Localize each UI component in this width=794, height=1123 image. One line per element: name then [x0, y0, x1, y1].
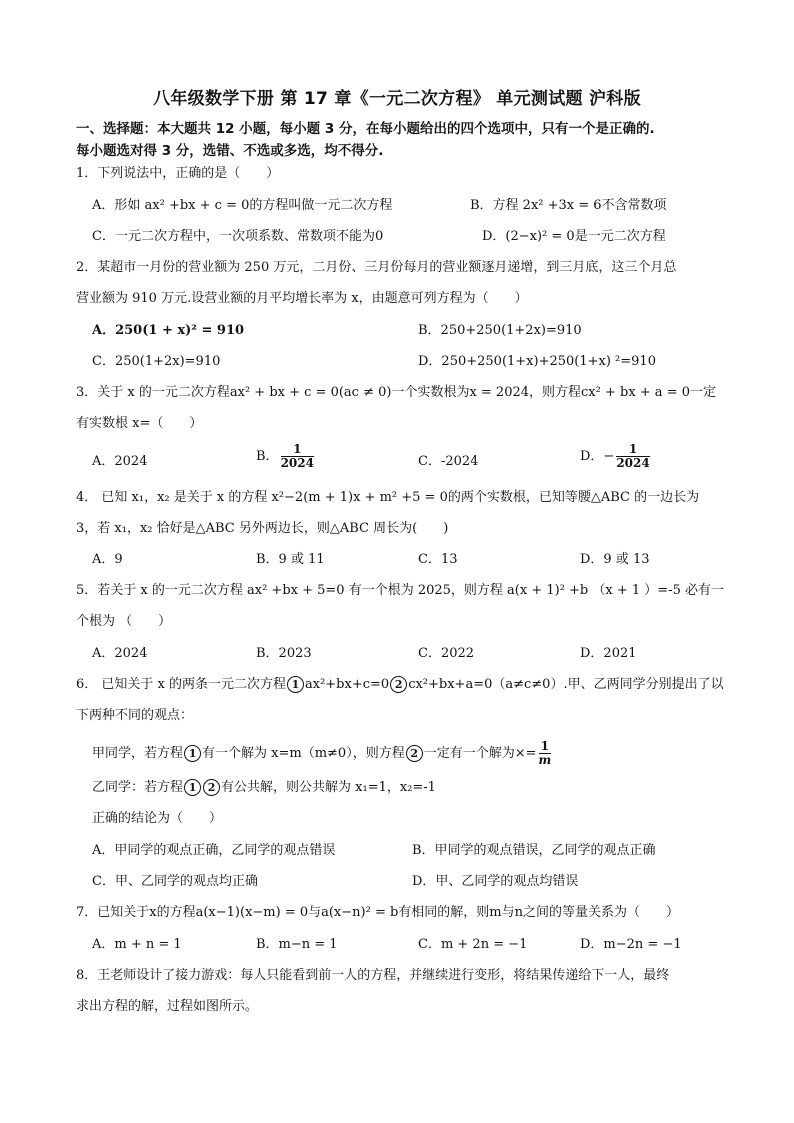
q2-stem-line-1: 2．某超市一月份的营业额为 250 万元，二月份、三月份每月的营业额逐月递增，到三月底，这三个月总	[76, 260, 677, 275]
circled-number-2: 2	[203, 779, 220, 796]
section-heading	[76, 118, 756, 162]
q6-stem-part-b: ax²+bx+c=0	[305, 677, 390, 692]
q8-stem-line-1: 8．王老师设计了接力游戏：每人只能看到前一人的方程，并继续进行变形，将结果传递给下一人，最终	[76, 968, 670, 983]
q6-jia-part-a: 甲同学，若方程	[92, 746, 184, 761]
q6-jia-part-c: 一定有一个解为×=	[423, 746, 537, 761]
q6-option-a: A．甲同学的观点正确，乙同学的观点错误	[92, 843, 336, 858]
circled-number-2: 2	[406, 745, 423, 762]
q6-option-d: D．甲、乙同学的观点均错误	[412, 874, 579, 889]
q3-option-b-numerator: 1	[281, 443, 314, 457]
q5-stem-line-2: 个根为 （ ）	[76, 614, 172, 629]
q6-ask: 正确的结论为（ ）	[92, 811, 223, 826]
q4-stem-line-2: 3，若 x₁，x₂ 恰好是△ABC 另外两边长，则△ABC 周长为( )	[76, 521, 449, 536]
q3-option-c: C．-2024	[418, 454, 479, 469]
q5-option-a: A．2024	[92, 646, 148, 661]
q6-jia-part-b: 有一个解为 x=m（m≠0），则方程	[202, 746, 405, 761]
q5-stem-line-1: 5．若关于 x 的一元二次方程 ax² +bx + 5=0 有一个根为 2025，则方程 a(x + 1)² +b （x + 1 ）=-5 必有一	[76, 583, 724, 598]
q2-option-a: A．250(1 + x)² = 910	[92, 323, 245, 338]
q3-option-d-fraction	[616, 443, 649, 470]
section-heading-line-1: 一、选择题：本大题共 12 小题，每小题 3 分，在每小题给出的四个选项中，只有一个是正确的.	[76, 121, 655, 137]
q6-stem-part-a: 6． 已知关于 x 的两条一元二次方程	[76, 677, 286, 692]
q6-stem-line-1	[76, 675, 724, 695]
q1-stem: 1．下列说法中，正确的是（ ）	[76, 166, 280, 181]
q3-option-a: A．2024	[92, 454, 148, 469]
q6-jia-fraction	[539, 740, 552, 767]
q7-option-c: C．m + 2n = −1	[418, 937, 528, 952]
q3-stem-line-1: 3．关于 x 的一元二次方程ax² + bx + c = 0(ac ≠ 0)一个实数根为x = 2024，则方程cx² + bx + a = 0一定	[76, 385, 716, 400]
q2-option-c: C．250(1+2x)=910	[92, 354, 221, 369]
q6-jia-denominator: m	[538, 753, 552, 767]
q7-option-a: A．m + n = 1	[92, 937, 182, 952]
q6-option-c: C．甲、乙同学的观点均正确	[92, 874, 258, 889]
q6-stem-line-2: 下两种不同的观点：	[76, 708, 194, 723]
q7-option-d: D．m−2n = −1	[580, 937, 682, 952]
q4-option-b: B．9 或 11	[256, 552, 325, 567]
q6-yi-part-b: 有公共解，则公共解为 x₁=1，x₂=-1	[221, 780, 436, 795]
circled-number-2: 2	[390, 676, 407, 693]
page-title: 八年级数学下册 第 17 章《一元二次方程》 单元测试题 沪科版	[153, 89, 641, 109]
q5-option-d: D．2021	[580, 646, 637, 661]
q6-option-b: B．甲同学的观点错误，乙同学的观点正确	[412, 843, 656, 858]
q7-option-b: B．m−n = 1	[256, 937, 338, 952]
q1-option-c: C．一元二次方程中，一次项系数、常数项不能为0	[92, 229, 384, 244]
q3-option-d-numerator: 1	[616, 443, 649, 457]
q5-option-b: B．2023	[256, 646, 312, 661]
q3-option-b-denominator: 2024	[280, 456, 314, 470]
q1-option-b: B．方程 2x² +3x = 6不含常数项	[470, 198, 667, 213]
q3-option-b-prefix: B．	[256, 449, 279, 464]
q4-option-c: C．13	[418, 552, 458, 567]
q2-option-d: D．250+250(1+x)+250(1+x) ²=910	[418, 354, 656, 369]
circled-number-1: 1	[287, 676, 304, 693]
q7-stem: 7．已知关于x的方程a(x−1)(x−m) = 0与a(x−n)² = b有相同的解，则m与n之间的等量关系为（ ）	[76, 905, 679, 920]
q5-option-c: C．2022	[418, 646, 475, 661]
q1-option-d: D．(2−x)² = 0是一元二次方程	[482, 229, 666, 244]
q1-option-a: A．形如 ax² +bx + c = 0的方程叫做一元二次方程	[92, 198, 393, 213]
q3-option-d-denominator: 2024	[616, 456, 650, 470]
section-heading-line-2: 每小题选对得 3 分，选错、不选或多选，均不得分.	[76, 143, 384, 159]
q8-stem-line-2: 求出方程的解，过程如图所示。	[76, 999, 259, 1014]
q3-option-b	[256, 443, 316, 470]
q3-option-d	[580, 443, 652, 470]
q3-option-d-prefix: D．−	[580, 449, 615, 464]
q2-stem-line-2: 营业额为 910 万元.设营业额的月平均增长率为 x，由题意可列方程为（ ）	[76, 291, 528, 306]
q4-stem-line-1: 4． 已知 x₁，x₂ 是关于 x 的方程 x²−2(m + 1)x + m² +5 = 0的两个实数根，已知等腰△ABC 的一边长为	[76, 490, 700, 505]
q4-option-a: A．9	[92, 552, 123, 567]
q6-stem-part-c: cx²+bx+a=0（a≠c≠0）.甲、乙两同学分别提出了以	[408, 677, 724, 692]
q6-jia-numerator: 1	[539, 740, 552, 754]
circled-number-1: 1	[184, 745, 201, 762]
q3-option-b-fraction	[281, 443, 314, 470]
q6-yi-statement	[92, 778, 436, 798]
q2-option-b: B．250+250(1+2x)=910	[418, 323, 582, 338]
q3-stem-line-2: 有实数根 x=（ ）	[76, 416, 203, 431]
q4-option-d: D．9 或 13	[580, 552, 650, 567]
circled-number-1: 1	[184, 779, 201, 796]
q6-yi-part-a: 乙同学：若方程	[92, 780, 184, 795]
q6-jia-statement	[92, 740, 553, 767]
